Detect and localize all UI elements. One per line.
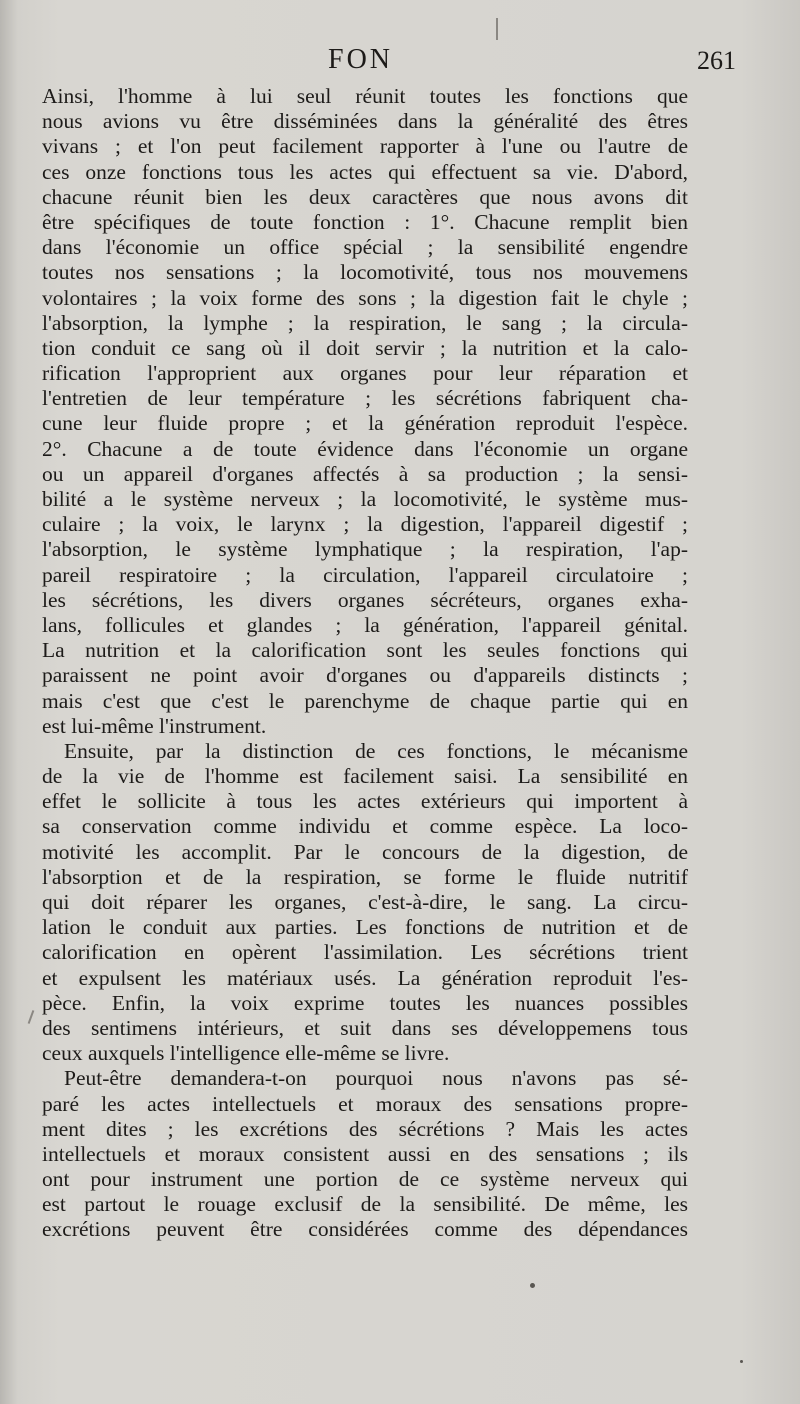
text-line: être spécifiques de toute fonction : 1°. Chacune remplit bien [42, 209, 688, 234]
text-line: toutes nos sensations ; la locomotivité, tous nos mouvemens [42, 260, 688, 285]
text-line: nous avions vu être disséminées dans la généralité des êtres [42, 109, 688, 134]
text-line: lation le conduit aux parties. Les fonctions de nutrition et de [42, 915, 688, 940]
text-line: dans l'économie un office spécial ; la sensibilité engendre [42, 235, 688, 260]
text-line: Ensuite, par la distinction de ces fonctions, le mécanisme [64, 738, 688, 763]
text-line: bilité a le système nerveux ; la locomotivité, le système mus- [42, 487, 688, 511]
text-line: La nutrition et la calorification sont les seules fonctions qui [42, 638, 688, 663]
text-line: lans, follicules et glandes ; la génération, l'appareil génital. [42, 612, 688, 637]
text-line: pareil respiratoire ; la circulation, l'appareil circulatoire ; [42, 562, 688, 587]
text-line: ou un appareil d'organes affectés à sa production ; la sensi- [42, 461, 688, 486]
text-line: excrétions peuvent être considérées comme des dépendances [42, 1217, 688, 1242]
text-line: Ainsi, l'homme à lui seul réunit toutes les fonctions que [42, 84, 688, 108]
text-line: et expulsent les matériaux usés. La génération reproduit l'es- [42, 965, 688, 990]
ink-speck [530, 1283, 535, 1288]
text-line: tion conduit ce sang où il doit servir ; la nutrition et la calo- [42, 335, 688, 360]
text-line: est lui-même l'instrument. [42, 713, 267, 738]
text-line: 2°. Chacune a de toute évidence dans l'économie un organe [42, 436, 688, 461]
running-head [40, 44, 740, 84]
text-line: vivans ; et l'on peut facilement rapporter à l'une ou l'autre de [42, 134, 688, 159]
text-line: l'absorption et de la respiration, se forme le fluide nutritif [42, 864, 688, 889]
text-line: pèce. Enfin, la voix exprime toutes les nuances possibles [42, 990, 688, 1015]
text-line: chacune réunit bien les deux caractères que nous avons dit [42, 184, 688, 209]
text-line: qui doit réparer les organes, c'est-à-dire, le sang. La circu- [42, 890, 688, 914]
page-number: 261 [697, 46, 736, 75]
text-line: rification l'approprient aux organes pour leur réparation et [42, 361, 688, 386]
text-line: calorification en opèrent l'assimilation. Les sécrétions trient [42, 940, 688, 965]
body-text [42, 84, 688, 1243]
text-line: est partout le rouage exclusif de la sensibilité. De même, les [42, 1192, 688, 1217]
text-line: Peut-être demandera-t-on pourquoi nous n'avons pas sé- [64, 1066, 688, 1091]
text-line: ont pour instrument une portion de ce système nerveux qui [42, 1167, 688, 1192]
text-line: volontaires ; la voix forme des sons ; la digestion fait le chyle ; [42, 285, 688, 310]
text-line: paré les actes intellectuels et moraux des sensations propre- [42, 1091, 688, 1116]
text-line: sa conservation comme individu et comme espèce. La loco- [42, 814, 688, 839]
text-line: paraissent ne point avoir d'organes ou d'appareils distincts ; [42, 663, 688, 688]
running-head-title: FON [328, 44, 394, 75]
text-line: des sentimens intérieurs, et suit dans ses développemens tous [42, 1015, 688, 1040]
text-line: culaire ; la voix, le larynx ; la digestion, l'appareil digestif ; [42, 512, 688, 537]
text-line: l'absorption, la lymphe ; la respiration, le sang ; la circula- [42, 310, 688, 335]
text-line: cune leur fluide propre ; et la génération reproduit l'espèce. [42, 411, 688, 436]
margin-mark [28, 1010, 35, 1024]
text-line: intellectuels et moraux consistent aussi en des sensations ; ils [42, 1141, 688, 1166]
text-line: effet le sollicite à tous les actes extérieurs qui importent à [42, 789, 688, 814]
text-line: motivité les accomplit. Par le concours de la digestion, de [42, 839, 688, 864]
text-line: ceux auxquels l'intelligence elle-même se livre. [42, 1041, 450, 1066]
text-line: de la vie de l'homme est facilement saisi. La sensibilité en [42, 764, 688, 789]
margin-mark [496, 18, 498, 40]
text-line: mais c'est que c'est le parenchyme de chaque partie qui en [42, 688, 688, 713]
ink-speck [740, 1360, 743, 1363]
text-line: les sécrétions, les divers organes sécréteurs, organes exha- [42, 587, 688, 612]
text-line: l'entretien de leur température ; les sécrétions fabriquent cha- [42, 386, 688, 411]
text-line: ment dites ; les excrétions des sécrétions ? Mais les actes [42, 1116, 688, 1141]
text-line: l'absorption, le système lymphatique ; la respiration, l'ap- [42, 537, 688, 562]
text-line: ces onze fonctions tous les actes qui effectuent sa vie. D'abord, [42, 159, 688, 184]
